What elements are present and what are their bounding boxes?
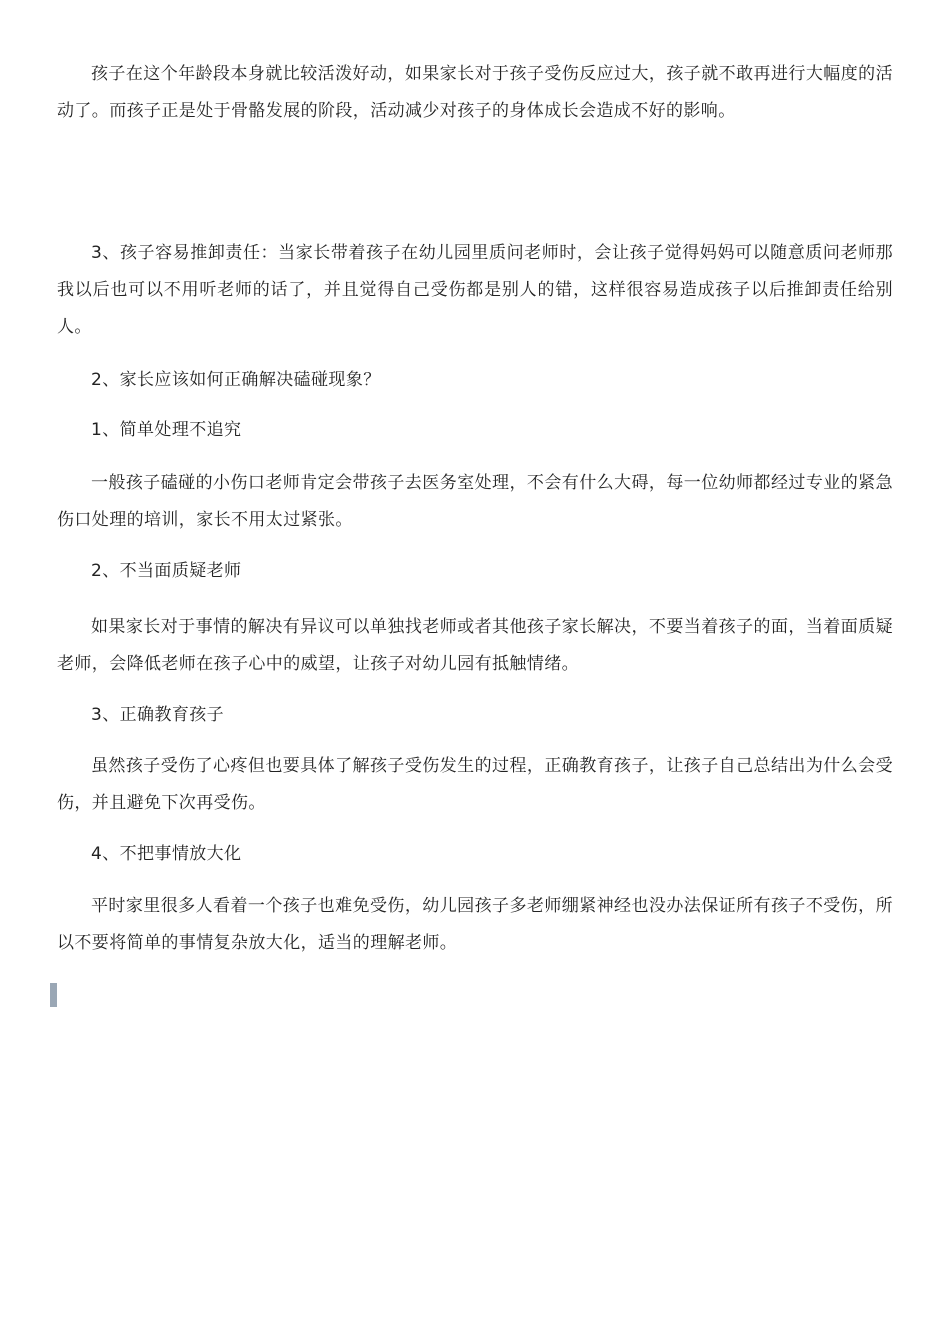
paragraph-correct-education: 虽然孩子受伤了心疼但也要具体了解孩子受伤发生的过程，正确教育孩子，让孩子自己总结出为什么会受伤，并且避免下次再受伤。 <box>57 756 893 813</box>
left-margin-marker <box>50 983 57 1007</box>
subheading-simple-handling: 1、简单处理不追究 <box>91 420 242 440</box>
paragraph-do-not-amplify: 平时家里很多人看着一个孩子也难免受伤，幼儿园孩子多老师绷紧神经也没办法保证所有孩子不受伤，所以不要将简单的事情复杂放大化，适当的理解老师。 <box>57 896 893 953</box>
section-heading-solutions: 2、家长应该如何正确解决磕碰现象？ <box>91 370 381 390</box>
paragraph-activity-impact: 孩子在这个年龄段本身就比较活泼好动，如果家长对于孩子受伤反应过大，孩子就不敢再进行大幅度的活动了。而孩子正是处于骨骼发展的阶段，活动减少对孩子的身体成长会造成不好的影响。 <box>57 64 893 121</box>
paragraph-simple-handling: 一般孩子磕碰的小伤口老师肯定会带孩子去医务室处理，不会有什么大碍，每一位幼师都经过专业的紧急伤口处理的培训，家长不用太过紧张。 <box>57 473 893 530</box>
paragraph-shift-responsibility: 3、孩子容易推卸责任：当家长带着孩子在幼儿园里质问老师时，会让孩子觉得妈妈可以随意质问老师那我以后也可以不用听老师的话了，并且觉得自己受伤都是别人的错，这样很容易造成孩子以后推卸责任给别人。 <box>57 243 893 337</box>
paragraph-no-public-questioning: 如果家长对于事情的解决有异议可以单独找老师或者其他孩子家长解决，不要当着孩子的面，当着面质疑老师，会降低老师在孩子心中的威望，让孩子对幼儿园有抵触情绪。 <box>57 617 893 674</box>
subheading-correct-education: 3、正确教育孩子 <box>91 705 225 725</box>
subheading-do-not-amplify: 4、不把事情放大化 <box>91 844 242 864</box>
subheading-no-public-questioning: 2、不当面质疑老师 <box>91 561 242 581</box>
